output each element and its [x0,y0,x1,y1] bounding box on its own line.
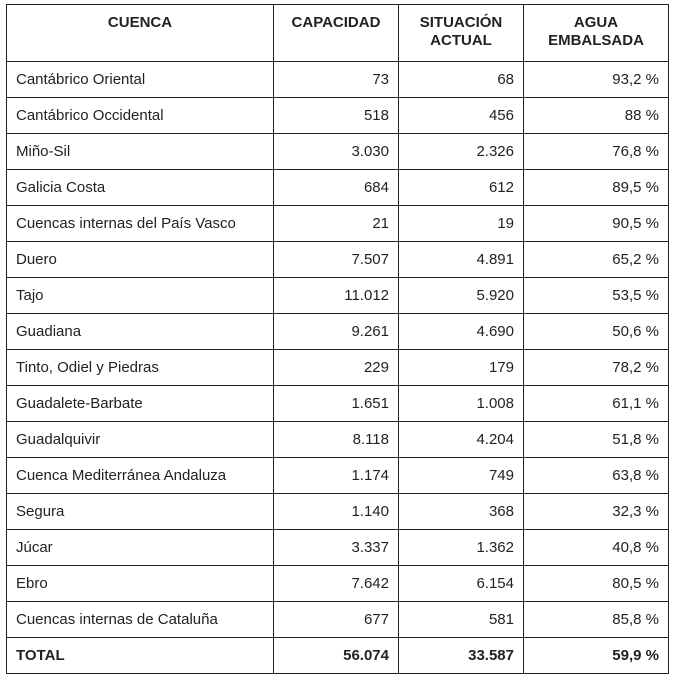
cell-cuenca: Tajo [7,278,274,314]
table-row [7,566,669,602]
cell-agua-embalsada: 65,2 % [524,242,669,278]
cell-cuenca: Cuencas internas del País Vasco [7,206,274,242]
cell-capacidad: 1.140 [274,494,399,530]
cell-cuenca: Guadalquivir [7,422,274,458]
cell-situacion-actual: 4.204 [399,422,524,458]
cell-cuenca: Miño-Sil [7,134,274,170]
header-row [7,5,669,62]
table-row [7,278,669,314]
table-row [7,206,669,242]
cell-situacion-actual: 1.008 [399,386,524,422]
cell-cuenca: Ebro [7,566,274,602]
header-situacion-actual: SITUACIÓN ACTUAL [399,5,524,62]
table-row [7,350,669,386]
cell-capacidad: 518 [274,98,399,134]
total-situacion-actual: 33.587 [399,638,524,674]
table-row [7,530,669,566]
cell-situacion-actual: 2.326 [399,134,524,170]
cell-agua-embalsada: 89,5 % [524,170,669,206]
total-agua-embalsada: 59,9 % [524,638,669,674]
cell-agua-embalsada: 53,5 % [524,278,669,314]
cell-cuenca: Júcar [7,530,274,566]
cell-agua-embalsada: 90,5 % [524,206,669,242]
cell-capacidad: 73 [274,62,399,98]
cell-agua-embalsada: 85,8 % [524,602,669,638]
cell-situacion-actual: 68 [399,62,524,98]
cell-situacion-actual: 4.690 [399,314,524,350]
table-row [7,494,669,530]
table-row [7,134,669,170]
cell-capacidad: 7.642 [274,566,399,602]
table-row [7,602,669,638]
cell-situacion-actual: 19 [399,206,524,242]
cell-situacion-actual: 4.891 [399,242,524,278]
cell-agua-embalsada: 80,5 % [524,566,669,602]
cell-situacion-actual: 179 [399,350,524,386]
cell-agua-embalsada: 76,8 % [524,134,669,170]
cell-agua-embalsada: 40,8 % [524,530,669,566]
table-row [7,458,669,494]
table-row [7,314,669,350]
cell-capacidad: 677 [274,602,399,638]
cell-cuenca: Cantábrico Oriental [7,62,274,98]
cell-capacidad: 21 [274,206,399,242]
table-row [7,242,669,278]
cell-capacidad: 8.118 [274,422,399,458]
cell-agua-embalsada: 61,1 % [524,386,669,422]
cell-situacion-actual: 6.154 [399,566,524,602]
cell-capacidad: 3.030 [274,134,399,170]
table-row [7,422,669,458]
cell-agua-embalsada: 88 % [524,98,669,134]
total-row [7,638,669,674]
cell-cuenca: Cuenca Mediterránea Andaluza [7,458,274,494]
cell-cuenca: Guadiana [7,314,274,350]
cell-capacidad: 11.012 [274,278,399,314]
cell-capacidad: 684 [274,170,399,206]
total-label: TOTAL [7,638,274,674]
cell-capacidad: 3.337 [274,530,399,566]
table-row [7,62,669,98]
cell-agua-embalsada: 93,2 % [524,62,669,98]
cell-cuenca: Cantábrico Occidental [7,98,274,134]
header-capacidad: CAPACIDAD [274,5,399,62]
cell-cuenca: Galicia Costa [7,170,274,206]
cell-capacidad: 229 [274,350,399,386]
cell-situacion-actual: 581 [399,602,524,638]
cell-agua-embalsada: 32,3 % [524,494,669,530]
header-cuenca: CUENCA [7,5,274,62]
cell-agua-embalsada: 50,6 % [524,314,669,350]
cell-situacion-actual: 749 [399,458,524,494]
cell-cuenca: Tinto, Odiel y Piedras [7,350,274,386]
cell-situacion-actual: 1.362 [399,530,524,566]
table-body [7,62,669,638]
cell-cuenca: Segura [7,494,274,530]
header-agua-embalsada: AGUA EMBALSADA [524,5,669,62]
cell-cuenca: Cuencas internas de Cataluña [7,602,274,638]
total-capacidad: 56.074 [274,638,399,674]
cell-agua-embalsada: 78,2 % [524,350,669,386]
cell-capacidad: 9.261 [274,314,399,350]
cell-capacidad: 7.507 [274,242,399,278]
cell-cuenca: Guadalete-Barbate [7,386,274,422]
reservoir-table [6,4,669,674]
cell-situacion-actual: 5.920 [399,278,524,314]
table-row [7,98,669,134]
cell-capacidad: 1.174 [274,458,399,494]
cell-agua-embalsada: 63,8 % [524,458,669,494]
table-row [7,170,669,206]
cell-situacion-actual: 368 [399,494,524,530]
cell-situacion-actual: 456 [399,98,524,134]
table-row [7,386,669,422]
cell-capacidad: 1.651 [274,386,399,422]
cell-cuenca: Duero [7,242,274,278]
cell-situacion-actual: 612 [399,170,524,206]
cell-agua-embalsada: 51,8 % [524,422,669,458]
